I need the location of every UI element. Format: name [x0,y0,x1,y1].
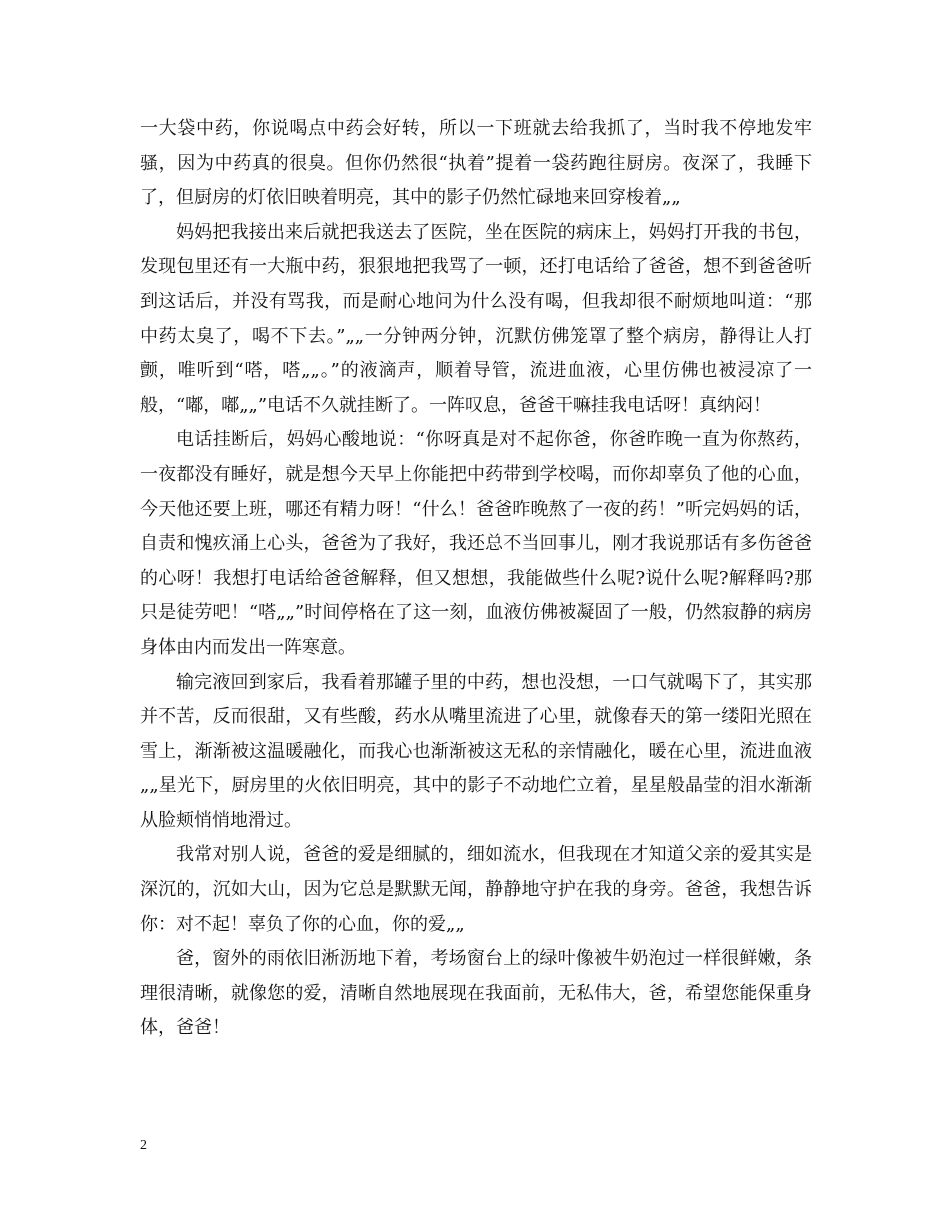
paragraph-5: 我常对别人说，爸爸的爱是细腻的，细如流水，但我现在才知道父亲的爱其实是深沉的，沉如大山，因为它总是默默无闻，静静地守护在我的身旁。爸爸，我想告诉你：对不起！辜负了你的心血，你的爱„„ [140,844,812,935]
paragraph-3: 电话挂断后，妈妈心酸地说：“你呀真是对不起你爸，你爸昨晚一直为你熬药，一夜都没有睡好，就是想今天早上你能把中药带到学校喝，而你却辜负了他的心血，今天他还要上班，哪还有精力呀！“什么！爸爸昨晚熬了一夜的药！”听完妈妈的话，自责和愧疚涌上心头，爸爸为了我好，我还总不当回事儿，刚才我说那话有多伤爸爸的心呀！我想打电话给爸爸解释，但又想想，我能做些什么呢?说什么呢?解释吗?那只是徒劳吧！“嗒„„”时间停格在了这一刻，血液仿佛被凝固了一般，仍然寂静的病房身体由内而发出一阵寒意。 [140,429,812,658]
paragraph-4: 输完液回到家后，我看着那罐子里的中药，想也没想，一口气就喝下了，其实那并不苦，反而很甜，又有些酸，药水从嘴里流进了心里，就像春天的第一缕阳光照在雪上，渐渐被这温暖融化，而我心也渐渐被这无私的亲情融化，暖在心里，流进血液„„星光下，厨房里的火依旧明亮，其中的影子不动地伫立着，星星般晶莹的泪水渐渐从脸颊悄悄地滑过。 [140,671,812,831]
paragraph-2: 妈妈把我接出来后就把我送去了医院，坐在医院的病床上，妈妈打开我的书包，发现包里还有一大瓶中药，狠狠地把我骂了一顿，还打电话给了爸爸，想不到爸爸听到这话后，并没有骂我，而是耐心地问为什么没有喝，但我却很不耐烦地叫道：“那中药太臭了，喝不下去。”„„一分钟两分钟，沉默仿佛笼罩了整个病房，静得让人打颤，唯听到“嗒，嗒„„。”的液滴声，顺着导管，流进血液，心里仿佛也被浸凉了一般，“嘟，嘟„„”电话不久就挂断了。一阵叹息，爸爸干嘛挂我电话呀！真纳闷！ [140,221,812,416]
page-number: 2 [140,1138,147,1153]
paragraph-6: 爸，窗外的雨依旧淅沥地下着，考场窗台上的绿叶像被牛奶泡过一样很鲜嫩，条理很清晰，就像您的爱，清晰自然地展现在我面前，无私伟大，爸，希望您能保重身体，爸爸！ [140,948,812,1039]
body-text [140,112,812,1046]
paragraph-1: 一大袋中药，你说喝点中药会好转，所以一下班就去给我抓了，当时我不停地发牢骚，因为中药真的很臭。但你仍然很“执着”提着一袋药跑往厨房。夜深了，我睡下了，但厨房的灯依旧映着明亮，其中的影子仍然忙碌地来回穿梭着„„ [140,118,812,209]
